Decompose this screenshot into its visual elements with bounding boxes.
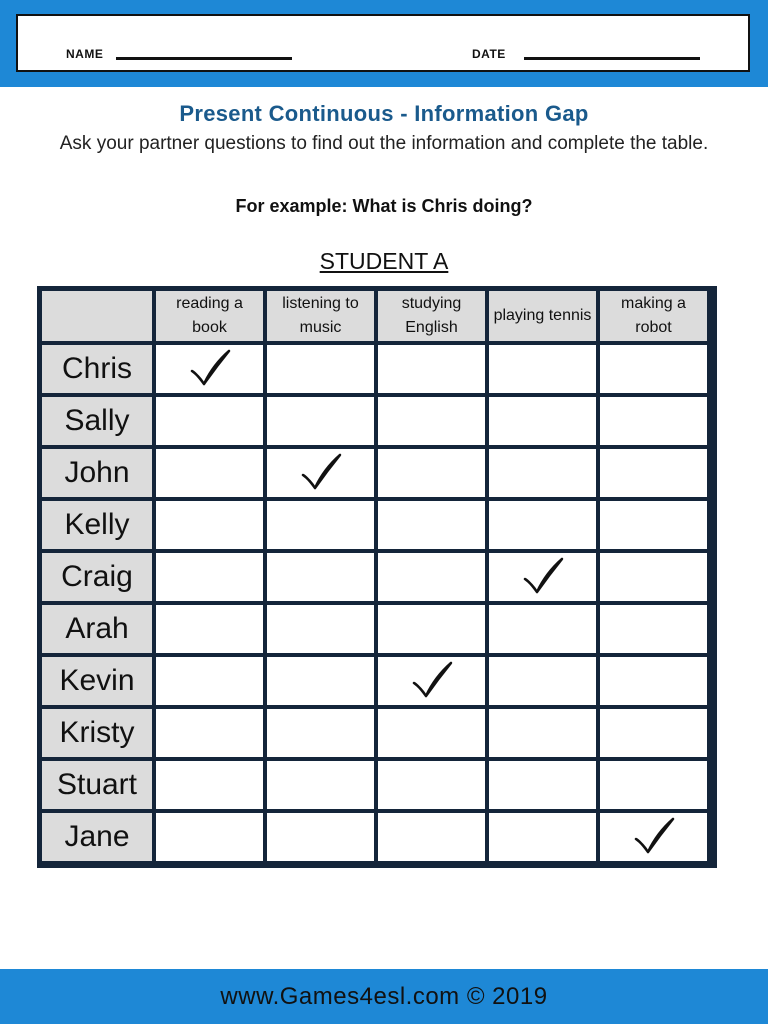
- row-header-craig: Craig: [42, 553, 152, 601]
- table-cell-kevin-studying-english[interactable]: [378, 657, 485, 705]
- table-cell-john-reading-a-book[interactable]: [156, 449, 263, 497]
- date-label: DATE: [472, 47, 506, 61]
- table-cell-chris-playing-tennis[interactable]: [489, 345, 596, 393]
- table-cell-kristy-studying-english[interactable]: [378, 709, 485, 757]
- column-header-playing-tennis: playing tennis: [489, 291, 596, 341]
- table-corner-cell: [42, 291, 152, 341]
- table-cell-kristy-reading-a-book[interactable]: [156, 709, 263, 757]
- column-header-reading-a-book: reading a book: [156, 291, 263, 341]
- table-cell-arah-playing-tennis[interactable]: [489, 605, 596, 653]
- name-date-box: [16, 14, 750, 72]
- footer-text: www.Games4esl.com © 2019: [220, 982, 548, 1010]
- student-label: STUDENT A: [319, 248, 449, 274]
- table-cell-kristy-playing-tennis[interactable]: [489, 709, 596, 757]
- table-cell-arah-studying-english[interactable]: [378, 605, 485, 653]
- table-cell-stuart-playing-tennis[interactable]: [489, 761, 596, 809]
- table-cell-chris-reading-a-book[interactable]: [156, 345, 263, 393]
- checkmark-icon: [633, 817, 675, 857]
- row-header-john: John: [42, 449, 152, 497]
- table-cell-craig-listening-to-music[interactable]: [267, 553, 374, 601]
- worksheet-title: Present Continuous - Information Gap: [179, 101, 589, 126]
- table-cell-sally-listening-to-music[interactable]: [267, 397, 374, 445]
- table-cell-jane-reading-a-book[interactable]: [156, 813, 263, 861]
- table-cell-john-playing-tennis[interactable]: [489, 449, 596, 497]
- header-band: [0, 0, 768, 87]
- table-cell-kevin-listening-to-music[interactable]: [267, 657, 374, 705]
- table-cell-john-making-a-robot[interactable]: [600, 449, 707, 497]
- table-cell-kelly-studying-english[interactable]: [378, 501, 485, 549]
- table-cell-craig-reading-a-book[interactable]: [156, 553, 263, 601]
- column-header-studying-english: studying English: [378, 291, 485, 341]
- row-header-kelly: Kelly: [42, 501, 152, 549]
- table-cell-stuart-making-a-robot[interactable]: [600, 761, 707, 809]
- table-cell-craig-making-a-robot[interactable]: [600, 553, 707, 601]
- row-header-chris: Chris: [42, 345, 152, 393]
- row-header-kristy: Kristy: [42, 709, 152, 757]
- table-cell-john-listening-to-music[interactable]: [267, 449, 374, 497]
- table-cell-arah-reading-a-book[interactable]: [156, 605, 263, 653]
- table-cell-sally-reading-a-book[interactable]: [156, 397, 263, 445]
- table-cell-sally-making-a-robot[interactable]: [600, 397, 707, 445]
- table-cell-kevin-reading-a-book[interactable]: [156, 657, 263, 705]
- table-cell-craig-studying-english[interactable]: [378, 553, 485, 601]
- information-table: [37, 286, 717, 868]
- table-cell-stuart-reading-a-book[interactable]: [156, 761, 263, 809]
- table-cell-jane-listening-to-music[interactable]: [267, 813, 374, 861]
- table-cell-arah-making-a-robot[interactable]: [600, 605, 707, 653]
- table-cell-stuart-listening-to-music[interactable]: [267, 761, 374, 809]
- row-header-arah: Arah: [42, 605, 152, 653]
- table-cell-kristy-listening-to-music[interactable]: [267, 709, 374, 757]
- table-cell-arah-listening-to-music[interactable]: [267, 605, 374, 653]
- table-cell-chris-making-a-robot[interactable]: [600, 345, 707, 393]
- checkmark-icon: [300, 453, 342, 493]
- row-header-kevin: Kevin: [42, 657, 152, 705]
- table-cell-chris-listening-to-music[interactable]: [267, 345, 374, 393]
- instructions: Ask your partner questions to find out the information and complete the table.: [59, 133, 709, 154]
- column-header-listening-to-music: listening to music: [267, 291, 374, 341]
- table-cell-kelly-reading-a-book[interactable]: [156, 501, 263, 549]
- table-cell-kevin-making-a-robot[interactable]: [600, 657, 707, 705]
- table-cell-kevin-playing-tennis[interactable]: [489, 657, 596, 705]
- table-cell-craig-playing-tennis[interactable]: [489, 553, 596, 601]
- example-question: For example: What is Chris doing?: [235, 196, 533, 216]
- column-header-making-a-robot: making a robot: [600, 291, 707, 341]
- table-cell-kelly-listening-to-music[interactable]: [267, 501, 374, 549]
- table-cell-jane-making-a-robot[interactable]: [600, 813, 707, 861]
- name-line[interactable]: [116, 57, 292, 60]
- table-cell-kristy-making-a-robot[interactable]: [600, 709, 707, 757]
- table-cell-kelly-playing-tennis[interactable]: [489, 501, 596, 549]
- checkmark-icon: [411, 661, 453, 701]
- table-cell-stuart-studying-english[interactable]: [378, 761, 485, 809]
- row-header-jane: Jane: [42, 813, 152, 861]
- table-cell-jane-studying-english[interactable]: [378, 813, 485, 861]
- table-cell-chris-studying-english[interactable]: [378, 345, 485, 393]
- table-cell-john-studying-english[interactable]: [378, 449, 485, 497]
- row-header-stuart: Stuart: [42, 761, 152, 809]
- name-label: NAME: [66, 47, 104, 61]
- checkmark-icon: [522, 557, 564, 597]
- row-header-sally: Sally: [42, 397, 152, 445]
- date-line[interactable]: [524, 57, 700, 60]
- checkmark-icon: [189, 349, 231, 389]
- footer-band: [0, 969, 768, 1024]
- table-cell-sally-studying-english[interactable]: [378, 397, 485, 445]
- table-cell-sally-playing-tennis[interactable]: [489, 397, 596, 445]
- table-cell-jane-playing-tennis[interactable]: [489, 813, 596, 861]
- table-cell-kelly-making-a-robot[interactable]: [600, 501, 707, 549]
